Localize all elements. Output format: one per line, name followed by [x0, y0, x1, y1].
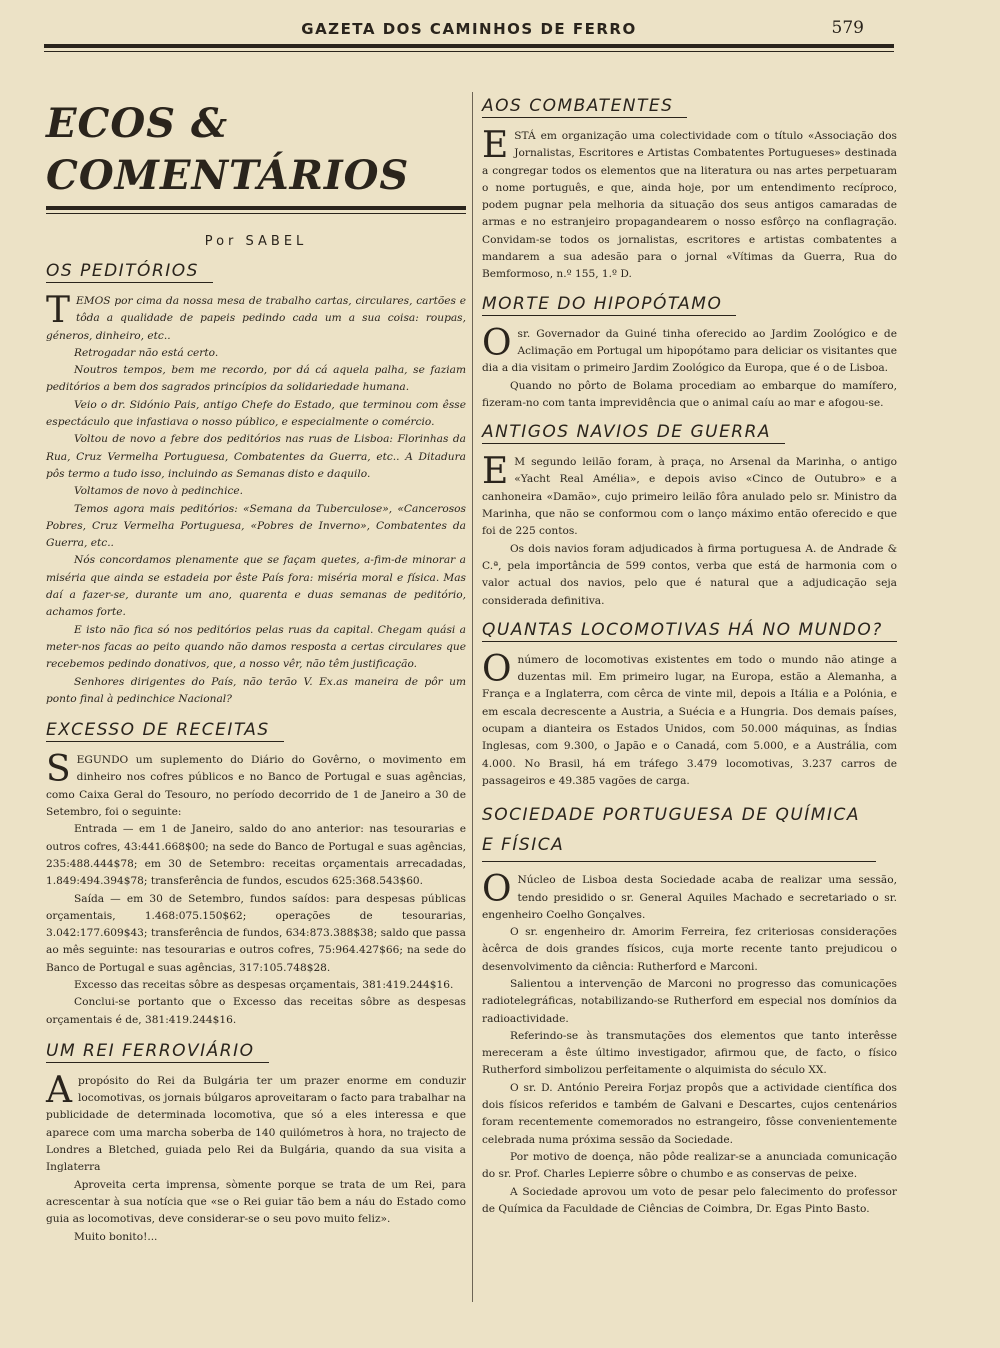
- drop-cap: E: [482, 125, 509, 166]
- paragraph: TEMOS por cima da nossa mesa de trabalho cartas, circulares, cartões e tôda a qualidade de papeis pedindo cada um a sua coisa: roupas, géneros, dinheiro, etc..: [46, 290, 466, 342]
- section-navios-guerra: [482, 422, 897, 610]
- drop-cap: E: [482, 451, 509, 493]
- section-body: [482, 869, 897, 1218]
- journal-title: GAZETA DOS CAMINHOS DE FERRO: [301, 20, 637, 38]
- section-body: [482, 451, 897, 610]
- paragraph: Veio o dr. Sidónio Pais, antigo Chefe do Estado, que terminou com êsse espectáculo que infastiava o nosso público, e especialmente o comércio.: [46, 398, 466, 429]
- paragraph: Referindo-se às transmutações dos elementos que tanto interêsse mereceram a êste último investigador, afirmou que, de facto, o físico Rutherford simbolizou perfeitamente o alquimista do século XX.: [482, 1029, 897, 1077]
- page-number: 579: [831, 18, 864, 38]
- byline: Por SABEL: [204, 234, 308, 249]
- page-title: ECOS & COMENTÁRIOS: [46, 100, 410, 199]
- paragraph: Salientou a intervenção de Marconi no progresso das comunicações radiotelegráficas, notabilizando-se Rutherford em especial nos domínios da radioactividade.: [482, 977, 897, 1025]
- section-body: [482, 648, 897, 790]
- paragraph: Nós concordamos plenamente que se façam quetes, a-fim-de minorar a miséria que ainda se estadeia por êste País fora: miséria moral e física. Mas daí a fazer-se, durante um ano, quarenta e duas semanas de peditório, achamos forte.: [46, 554, 466, 619]
- left-column: [46, 98, 466, 1246]
- paragraph: O sr. engenheiro dr. Amorim Ferreira, fez criteriosas considerações àcêrca de dois grandes físicos, cuja morte recente tanto prejudicou o desenvolvimento da ciência: Rutherford e Marconi.: [482, 926, 897, 973]
- paragraph: E isto não fica só nos peditórios pelas ruas da capital. Chegam quási a meter-nos facas ao peito quando não damos resposta a certas circulares que recebemos pedindo donativos, que, a nosso vêr, não têm justificação.: [46, 623, 466, 671]
- paragraph: Apropósito do Rei da Bulgária ter um prazer enorme em conduzir locomotivas, os jornais búlgaros aproveitaram o facto para trabalhar na publicidade de determinada locomotiva, que só a eles interessa e que aparece com uma marcha soberba de 140 quilómetros à hora, no trajecto de Londres a Bletched, guiada pelo Rei da Bulgária, quando da sua visita a Inglaterra: [46, 1069, 466, 1174]
- section-heading: SOCIEDADE PORTUGUESA DE QUÍMICA E FÍSICA: [482, 800, 876, 862]
- paragraph: Quando no pôrto de Bolama procediam ao embarque do mamífero, fizeram-no com tanta imprevidência que o animal caíu ao mar e afogou-se.: [482, 379, 897, 409]
- paragraph: Voltou de novo a febre dos peditórios nas ruas de Lisboa: Florinhas da Rua, Cruz Vermelha Portuguesa, Combatentes da Guerra, etc.. A Ditadura pôs termo a tudo isso, incluindo as Semanas disto e daquilo.: [46, 433, 466, 480]
- drop-cap: S: [46, 749, 71, 791]
- paragraph: O Núcleo de Lisboa desta Sociedade acaba de realizar uma sessão, tendo presidido o sr. General Aquiles Machado e secretariado o sr. engenheiro Coelho Gonçalves.: [482, 869, 897, 921]
- running-head: [44, 14, 894, 44]
- paragraph: Noutros tempos, bem me recordo, por dá cá aquela palha, se faziam peditórios a bem dos sagrados princípios da solidariedade humana.: [46, 364, 466, 394]
- section-heading: UM REI FERROVIÁRIO: [46, 1041, 269, 1063]
- section-excesso-receitas: [46, 720, 466, 1029]
- section-heading: MORTE DO HIPOPÓTAMO: [482, 294, 736, 316]
- paragraph: E M segundo leilão foram, à praça, no Arsenal da Marinha, o antigo «Yacht Real Amélia», e depois aviso «Cinco de Outubro» e a canhoneira «Damão», cujo primeiro leilão fôra anulado pelo sr. Ministro da Marinha, que não se conformou com o lanço máximo então oferecido e que foi de 225 contos.: [482, 451, 897, 538]
- paragraph: Temos agora mais peditórios: «Semana da Tuberculose», «Cancerosos Pobres, Cruz Vermelha Portuguesa, «Pobres de Inverno», Combatentes da Guerra, etc..: [46, 502, 466, 550]
- paragraph: Retrogadar não está certo.: [74, 346, 219, 359]
- drop-cap: A: [46, 1069, 72, 1111]
- paragraph: O sr. D. António Pereira Forjaz propôs que a actividade científica dos dois físicos referidos e também de Galvani e Descartes, cujos centenários foram recentemente comemorados no estrangeiro, fôsse convenientemente celebrada numa próxima sessão da Sociedade.: [482, 1081, 897, 1146]
- section-body: [46, 1069, 466, 1246]
- paragraph: Osr. Governador da Guiné tinha oferecido ao Jardim Zoológico e de Aclimação em Portugal um hipopótamo para deliciar os visitantes que dia a dia visitam o primeiro Jardim Zoológico da Europa, que é o de Lisboa.: [482, 322, 897, 375]
- paragraph: Excesso das receitas sôbre as despesas orçamentais, 381:419.244$16.: [74, 978, 454, 991]
- paragraph: ESTÁ em organização uma colectividade com o título «Associação dos Jornalistas, Escritores e Artistas Combatentes Portugueses» destinada a congregar todos os elementos que na literatura ou nas artes perpetuaram o nome português, e que, ainda hoje, por um entendimento recíproco, podem pugnar pela melhoria da situação dos seus antigos camaradas de armas e no estranjeiro propagandearem o nosso esfôrço na conflagração. Convidam-se todos os jornalistas, escritores e artistas combatentes a mandarem a sua adesão para o jornal «Vítimas da Guerra, Rua do Bemformoso, n.º 155, 1.º D.: [482, 125, 897, 281]
- paragraph: Senhores dirigentes do País, não terão V. Ex.as maneira de pôr um ponto final à pedinchice Nacional?: [46, 675, 466, 705]
- section-body: [46, 290, 466, 708]
- section-rei-ferroviario: [46, 1041, 466, 1246]
- paragraph: Aproveita certa imprensa, sòmente porque se trata de um Rei, para acrescentar à sua notícia que «se o Rei guiar tão bem a náu do Estado como guia as locomotivas, deve considerar-se o seu povo muito feliz».: [46, 1178, 466, 1226]
- section-body: [482, 322, 897, 412]
- paragraph: Entrada — em 1 de Janeiro, saldo do ano anterior: nas tesourarias e outros cofres, 43:441.668$00; na sede do Banco de Portugal e suas agências, 235:488.444$78; em 30 de Setembro: receitas orçamentais arrecadadas, 1.849:494.394$78; transferência de fundos, escudos 625:368.543$60.: [46, 823, 466, 888]
- drop-cap: O: [482, 869, 512, 911]
- right-column: [482, 96, 897, 1218]
- section-combatentes: [482, 96, 897, 284]
- paragraph: Muito bonito!...: [74, 1230, 158, 1243]
- paragraph: Os dois navios foram adjudicados à firma portuguesa A. de Andrade & C.ª, pela importância de 599 contos, verba que está de harmonia com o valor actual dos navios, pelo que é natural que a adjudicação seja considerada definitiva.: [482, 542, 897, 607]
- paragraph: Voltamos de novo à pedinchice.: [74, 485, 244, 498]
- section-heading: ANTIGOS NAVIOS DE GUERRA: [482, 422, 785, 444]
- header-rule-thin: [44, 51, 894, 52]
- section-sociedade-quimica: [482, 800, 897, 1218]
- section-hipopotamo: [482, 294, 897, 412]
- section-heading: AOS COMBATENTES: [482, 96, 687, 118]
- paragraph: Onúmero de locomotivas existentes em todo o mundo não atinge a duzentas mil. Em primeiro lugar, na Europa, estão a Alemanha, a França e a Inglaterra, com cêrca de vinte mil, depois a Itália e a Polónia, e em escala decrescente a Austria, a Suécia e a Hungria. Dos demais países, ocupam a dianteira os Estados Unidos, com 50.000 máquinas, as Índias Inglesas, com 9.300, o Japão e o Canadá, com 5.000, e a Austrália, com 4.000. No Brasil, há em tráfego 3.479 locomotivas, 3.237 carros de passageiros e 49.385 vagões de carga.: [482, 648, 897, 787]
- section-heading: QUANTAS LOCOMOTIVAS HÁ NO MUNDO?: [482, 620, 897, 642]
- title-rule: [46, 206, 466, 210]
- section-peditorios: [46, 261, 466, 708]
- section-heading: OS PEDITÓRIOS: [46, 261, 213, 283]
- drop-cap: T: [46, 290, 71, 331]
- section-body: [46, 749, 466, 1029]
- paragraph: SEGUNDO um suplemento do Diário do Govêrno, o movimento em dinheiro nos cofres públicos e no Banco de Portugal e suas agências, como Caixa Geral do Tesouro, no período decorrido de 1 de Janeiro a 30 de Setembro, foi o seguinte:: [46, 749, 466, 819]
- column-divider: [472, 92, 473, 1302]
- paragraph: A Sociedade aprovou um voto de pesar pelo falecimento do professor de Química da Faculdade de Ciências de Coimbra, Dr. Egas Pinto Basto.: [482, 1185, 897, 1215]
- paragraph: Conclui-se portanto que o Excesso das receitas sôbre as despesas orçamentais é de, 381:419.244$16.: [46, 996, 466, 1026]
- header-rule: [44, 44, 894, 48]
- drop-cap: O: [482, 648, 512, 690]
- drop-cap: O: [482, 322, 512, 364]
- title-rule-thin: [46, 213, 466, 214]
- paragraph: Saída — em 30 de Setembro, fundos saídos: para despesas públicas orçamentais, 1.468:075.150$62; operações de tesourarias, 3.042:177.609$43; transferência de fundos, 634:873.388$38; saldo que passa ao mês seguinte: nas tesourarias e outros cofres, 75:964.427$66; na sede do Banco de Portugal e suas agências, 317:105.748$28.: [46, 892, 466, 974]
- paragraph: Por motivo de doença, não pôde realizar-se a anunciada comunicação do sr. Prof. Charles Lepierre sôbre o chumbo e as conservas de peixe.: [482, 1150, 897, 1181]
- section-body: [482, 125, 897, 284]
- section-heading: EXCESSO DE RECEITAS: [46, 720, 284, 742]
- section-locomotivas: [482, 620, 897, 790]
